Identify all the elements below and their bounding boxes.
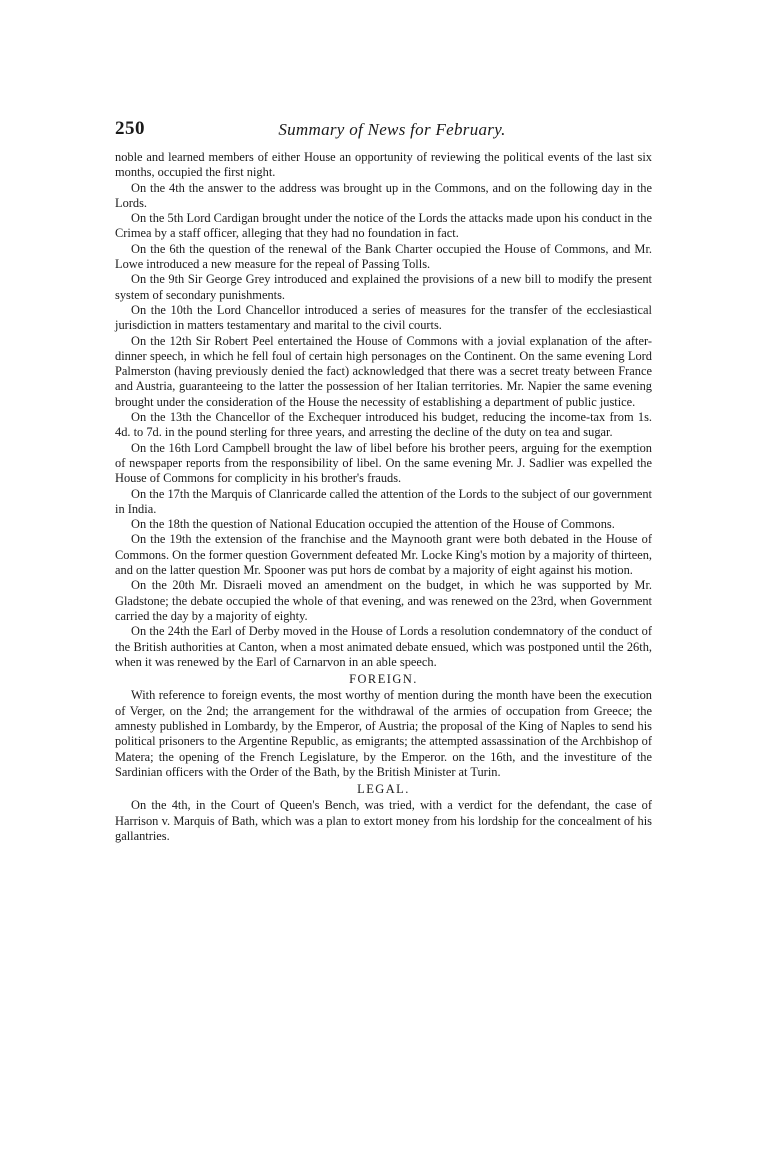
paragraph: On the 10th the Lord Chancellor introduced a series of measures for the transfer of the ecclesiastical jurisdiction in matters testamentary and marital to the civil courts.: [115, 302, 652, 333]
page-number: 250: [115, 118, 145, 139]
paragraph: On the 9th Sir George Grey introduced and explained the provisions of a new bill to modify the present system of secondary punishments.: [115, 272, 652, 302]
paragraph: On the 18th the question of National Education occupied the attention of the House of Commons.: [131, 517, 615, 532]
paragraph: On the 19th the extension of the franchise and the Maynooth grant were both debated in the House of Commons. On the former question Government defeated Mr. Locke King's motion by a majority of thirteen, and on the latter question Mr. Spooner was put hors de combat by a majority of eight against his motion.: [115, 532, 652, 578]
paragraph: On the 5th Lord Cardigan brought under the notice of the Lords the attacks made upon his conduct in the Crimea by a staff officer, alleging that they had no foundation in fact.: [115, 211, 652, 241]
section-heading-foreign: FOREIGN.: [349, 672, 418, 687]
page-header: [115, 118, 655, 148]
running-title: Summary of News for February.: [278, 120, 506, 139]
paragraph: On the 24th the Earl of Derby moved in the House of Lords a resolution condemnatory of the conduct of the British authorities at Canton, when a most animated debate ensued, which was postponed until the 26th, when it was renewed by the Earl of Carnarvon in an able speech.: [115, 624, 652, 669]
paragraph-legal: On the 4th, in the Court of Queen's Bench, was tried, with a verdict for the defendant, the case of Harrison v. Marquis of Bath, which was a plan to extort money from his lordship for the concealment of his gallantries.: [115, 798, 652, 844]
section-heading-legal: LEGAL.: [357, 782, 410, 797]
paragraph: On the 4th the answer to the address was brought up in the Commons, and on the following day in the Lords.: [115, 180, 652, 210]
paragraph: On the 12th Sir Robert Peel entertained the House of Commons with a jovial explanation of the after-dinner speech, in which he fell foul of certain high personages on the Continent. On the same evening Lord Palmerston (having previously denied the fact) acknowledged that there was a secret treaty between France and Austria, guaranteeing to the latter the possession of her Italian territories. Mr. Napier the same evening brought under the consideration of the House the necessity of establishing a department of public justice.: [115, 333, 652, 409]
paragraph-foreign: With reference to foreign events, the most worthy of mention during the month have been the execution of Verger, on the 2nd; the arrangement for the withdrawal of the armies of occupation from Greece; the amnesty published in Lombardy, by the Emperor, of Austria; the proposal of the King of Naples to send his political prisoners to the Argentine Republic, as emigrants; the attempted assassination of the Archbishop of Matera; the opening of the French Legislature, by the Emperor. on the 16th, and the investiture of the Sardinian officers with the Order of the Bath, by the British Minister at Turin.: [115, 688, 652, 779]
article-body: [115, 150, 652, 844]
paragraph: On the 16th Lord Campbell brought the law of libel before his brother peers, arguing for the exemption of newspaper reports from the responsibility of libel. On the same evening Mr. J. Sadlier was expelled the House of Commons for complicity in his brother's frauds.: [115, 440, 652, 486]
paragraph: On the 6th the question of the renewal of the Bank Charter occupied the House of Commons, and Mr. Lowe introduced a new measure for the repeal of Passing Tolls.: [115, 241, 652, 272]
paragraph: noble and learned members of either House an opportunity of reviewing the political events of the last six months, occupied the first night.: [115, 150, 652, 180]
paragraph: On the 13th the Chancellor of the Exchequer introduced his budget, reducing the income-tax from 1s. 4d. to 7d. in the pound sterling for three years, and arresting the decline of the duty on tea and sugar.: [115, 410, 652, 440]
paragraph: On the 20th Mr. Disraeli moved an amendment on the budget, in which he was supported by Mr. Gladstone; the debate occupied the whole of that evening, and was renewed on the 23rd, when Government carried the day by a majority of eighty.: [115, 578, 652, 623]
paragraph: On the 17th the Marquis of Clanricarde called the attention of the Lords to the subject of our government in India.: [115, 486, 652, 516]
